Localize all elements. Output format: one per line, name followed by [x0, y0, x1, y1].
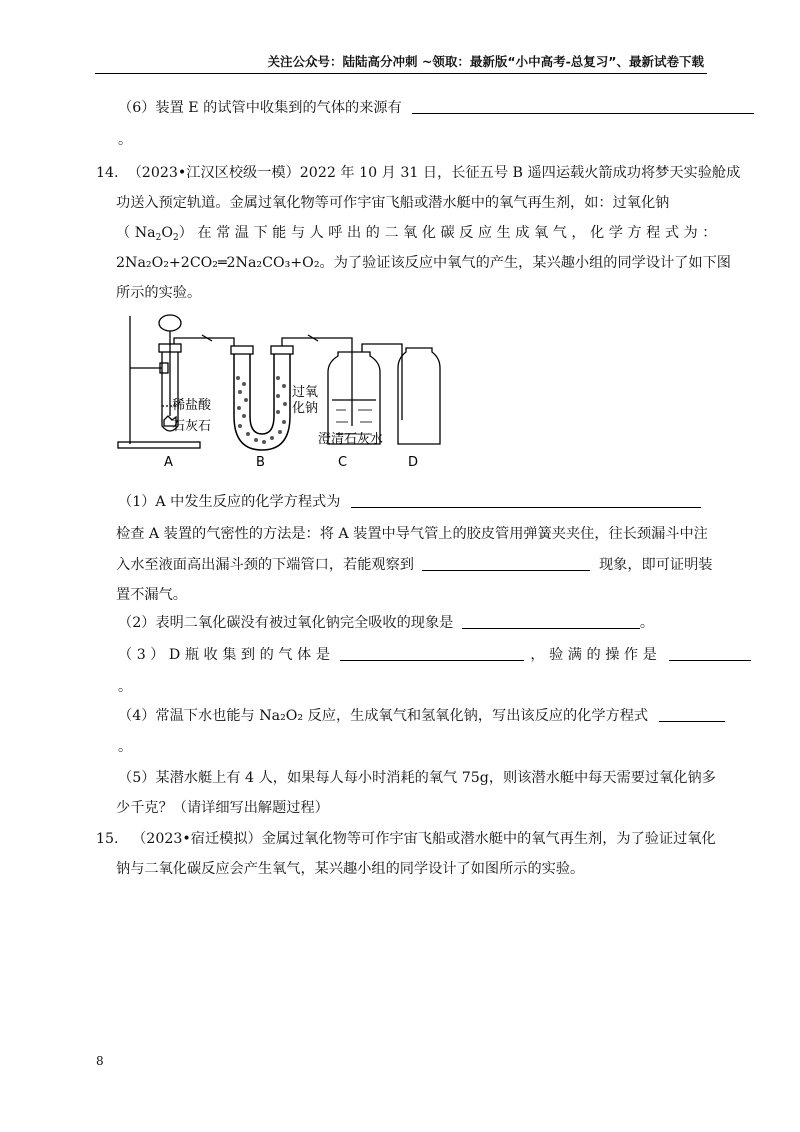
- u-tube-inner: [250, 352, 274, 434]
- sub4-end: 。: [118, 739, 133, 755]
- bottle-c: [328, 352, 380, 444]
- sub3-check-blank[interactable]: [669, 646, 751, 661]
- sub1-cont2-b: 现象，即可证明装: [598, 557, 713, 573]
- q14-line5: 所示的实验。: [116, 285, 202, 301]
- sub3-a: （ 3 ） D 瓶 收 集 到 的 气 体 是: [118, 647, 330, 663]
- label-peroxide-2: 化钠: [292, 401, 319, 416]
- sub5-line1: （5）某潜水艇上有 4 人，如果每人每小时消耗的氧气 75g，则该潜水艇中每天需要过氧化钠多: [118, 770, 716, 786]
- sub4-line: [118, 706, 725, 726]
- page-number: 8: [96, 1054, 104, 1068]
- sub1-cont2: [116, 555, 713, 575]
- label-c: C: [338, 455, 348, 470]
- q6-text: （6）装置 E 的试管中收集到的气体的来源有: [118, 100, 402, 116]
- apparatus-diagram: [110, 308, 450, 473]
- sub1-cont2-a: 入水至液面高出漏斗颈的下端管口，若能观察到: [116, 557, 414, 573]
- bottle-d: [398, 348, 440, 444]
- q15-text-1: （2023•宿迁模拟）金属过氧化物等可作宇宙飞船或潜水艇中的氧气再生剂，为了验证过氧化: [132, 831, 716, 847]
- sub1-observation-blank[interactable]: [422, 556, 590, 571]
- q14-line2: 功送入预定轨道。金属过氧化物等可作宇宙飞船或潜水艇中的氧气再生剂，如：过氧化钠: [116, 195, 670, 211]
- sub3-b: ， 验 满 的 操 作 是: [530, 647, 657, 663]
- sub1-text: （1）A 中发生反应的化学方程式为: [118, 494, 341, 510]
- q6-answer-blank[interactable]: [412, 99, 754, 114]
- sub2-end: 。: [639, 615, 655, 631]
- q15-number: 15.: [96, 831, 119, 847]
- label-limestone: 石灰石: [172, 419, 212, 434]
- u-tube-outer: [234, 352, 290, 450]
- label-d: D: [408, 455, 419, 470]
- q14-equation: 2Na₂O₂+2CO₂═2Na₂CO₃+O₂。为了验证该反应中氧气的产生，某兴趣小组的同学设计了如下图: [116, 255, 731, 271]
- sub1-cont3: 置不漏气。: [116, 587, 187, 603]
- sub1-line: [118, 492, 701, 512]
- q14-line3-a: （ Na: [116, 225, 156, 241]
- sub4-text: （4）常温下水也能与 Na₂O₂ 反应，生成氧气和氢氧化钠，写出该反应的化学方程式: [118, 708, 649, 724]
- limewater-hatch: [336, 410, 372, 434]
- sub2-answer-blank[interactable]: [462, 614, 640, 629]
- sub3-end: 。: [118, 679, 133, 695]
- tube-a-outlet: [174, 338, 234, 350]
- sub3-gas-blank[interactable]: [340, 646, 524, 661]
- q6-line: [118, 98, 754, 118]
- q14-line3-b: O: [161, 225, 173, 241]
- q6-end: 。: [118, 132, 133, 148]
- sub3-line: [118, 645, 751, 665]
- q14-text-1: 2022 年 10 月 31 日，长征五号 B 遥四运载火箭成功将梦天实验舱成: [299, 165, 741, 181]
- label-acid: 稀盐酸: [172, 398, 212, 413]
- page-header: 关注公众号：陆陆高分冲刺 ~领取：最新版“小中高考-总复习”、最新试卷下载: [267, 54, 704, 69]
- label-limewater: 澄清石灰水: [318, 432, 384, 447]
- stopper-b2: [271, 346, 293, 354]
- q14-source: （2023•江汉区校级一模）: [127, 165, 300, 181]
- sub4-answer-blank[interactable]: [659, 707, 725, 722]
- sub1-answer-blank[interactable]: [351, 493, 701, 508]
- sub1-cont1: 检查 A 装置的气密性的方法是：将 A 装置中导气管上的胶皮管用弹簧夹夹住，往长颈漏斗中注: [116, 526, 708, 542]
- sub5-line2: 少千克？（请详细写出解题过程）: [116, 800, 329, 816]
- sub2-line: [118, 613, 654, 633]
- q14-line3-c: ） 在 常 温 下 能 与 人 呼 出 的 二 氧 化 碳 反 应 生 成 氧 气 ， 化 学 方 程 式 为 ：: [178, 225, 717, 241]
- header-rule: [95, 73, 707, 74]
- label-b: B: [256, 455, 265, 470]
- q14-line1: [96, 163, 740, 183]
- stopper-b1: [231, 346, 253, 354]
- q15-line2: 钠与二氧化碳反应会产生氧气，某兴趣小组的同学设计了如图所示的实验。: [116, 861, 585, 877]
- sub2-text: （2）表明二氧化碳没有被过氧化钠完全吸收的现象是: [118, 615, 454, 631]
- label-peroxide-1: 过氧: [292, 385, 319, 400]
- tube-c-outlet: [362, 344, 402, 420]
- funnel-bulb: [159, 315, 181, 331]
- q14-line3: （ $Na_2O_2$） 在 常 温 下 能 与 人 呼 出 的 二 氧 化 碳 反 应 生 成 氧 气 ， 化 学 方 程 式 为 ：: [116, 225, 717, 243]
- q14-number: 14.: [96, 165, 119, 181]
- label-a: A: [164, 455, 173, 470]
- q15-line1: [96, 829, 716, 849]
